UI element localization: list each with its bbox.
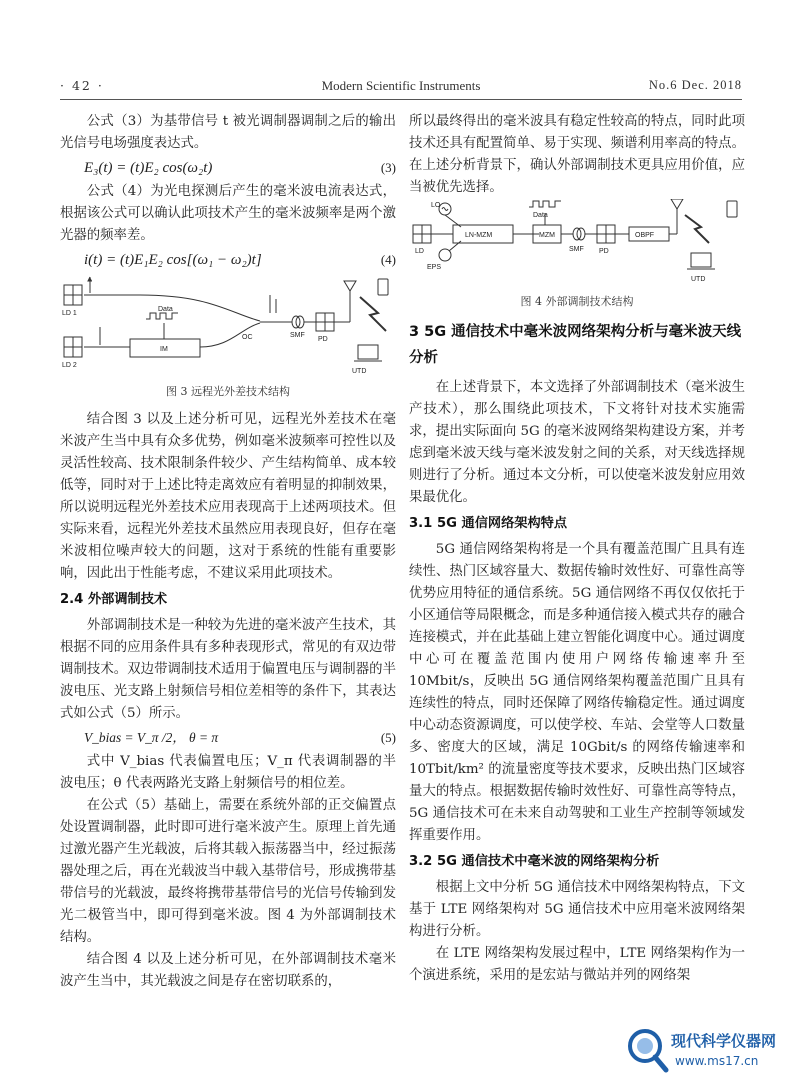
oc-label: OC xyxy=(242,334,253,341)
figure-4 xyxy=(409,199,745,309)
journal-name: Modern Scientific Instruments xyxy=(321,78,481,93)
section-heading-3: 3 5G 通信技术中毫米波网络架构分析与毫米波天线分析 xyxy=(409,324,742,366)
equation-number: (5) xyxy=(380,730,396,745)
ln-mzm-label: LN-MZM xyxy=(465,232,493,239)
ld1-label: LD 1 xyxy=(62,310,77,317)
pd-label: PD xyxy=(599,248,609,255)
equation-number: (3) xyxy=(380,160,396,175)
figure-3-caption: 图 3 远程光外差技术结构 xyxy=(166,385,290,398)
data-label: Data xyxy=(533,212,548,219)
equation-text: E₃(t) = (t)E₂ cos(ω₂t) xyxy=(84,160,213,176)
equation-5 xyxy=(60,725,396,751)
paragraph: 5G 通信网络架构将是一个具有覆盖范围广且具有连续性、热门区域容量大、数据传输时效性好、可靠性高等优势应用特征的通信系统。5G 通信网络不再仅仅依托于小区通信等局限概念，而是多种通信接入模式共存的融合连接模式，并在此基础上建立智能化调度中心。通过调度中心可在覆盖范围内使用户网络传输速率升至 10Mbit/s，反映出 5G 通信网络架构覆盖范围广且具有连续性的特点，同时还保障了网络传输稳定性。通过调度中心动态资源调度，可以使学校、车站、会堂等人口数量多、密度大的区域，满足 10Gbit/s 的网络传输速率和 10Tbit/km² 的流量密度等技术要求，反映出热门区域容量大的特点。根据数据传输时效性好、可靠性高等特点，5G 通信技术可在未来自动驾驶和工业生产控制等领域发挥重要作用。 xyxy=(409,542,745,843)
right-column xyxy=(409,111,745,987)
paragraph: 公式（4）为光电探测后产生的毫米波电流表达式，根据该公式可以确认此项技术产生的毫米波频率是两个激光器的频率差。 xyxy=(60,184,396,243)
paragraph: 在上述背景下，本文选择了外部调制技术（毫米波生产技术），那么围绕此项技术，下文将针对技术实施需求，提出实际面向 5G 的毫米波网络架构建设方案，并考虑到毫米波天线与毫米波发射之间的关系，对天线选择规则进行了分析。通过本文分析，可以使毫米波发射应用效果最优化。 xyxy=(409,380,745,505)
issue-info: No.6 Dec. 2018 xyxy=(648,78,742,92)
im-label: IM xyxy=(160,346,168,353)
paragraph: 结合图 4 以及上述分析可见，在外部调制技术毫米波产生当中，其光载波之间是存在密切联系的， xyxy=(60,952,396,989)
figure-4-caption: 图 4 外部调制技术结构 xyxy=(520,295,634,308)
equation-3 xyxy=(60,155,396,181)
paragraph: 公式（3）为基带信号 t 被光调制器调制之后的输出光信号电场强度表达式。 xyxy=(60,114,396,151)
section-heading-3-2: 3.2 5G 通信技术中毫米波的网络架构分析 xyxy=(409,854,660,869)
figure-3 xyxy=(60,273,396,399)
paragraph: 外部调制技术是一种较为先进的毫米波产生技术，其根据不同的应用条件具有多种表现形式，常见的有双边带调制技术。双边带调制技术适用于偏置电压与调制器的半波电压、光支路上射频信号相位差相等的条件下，其表达式如公式（5）所示。 xyxy=(60,618,396,721)
utd-label: UTD xyxy=(352,368,367,375)
ld2-label: LD 2 xyxy=(62,362,77,369)
page-number: · 42 · xyxy=(60,78,104,93)
mzm-label: MZM xyxy=(539,232,555,239)
equation-text: V_bias = V_π /2， θ = π xyxy=(84,730,219,745)
section-heading-2-4: 2.4 外部调制技术 xyxy=(60,592,168,607)
left-column xyxy=(60,111,396,993)
site-watermark xyxy=(625,1026,790,1078)
section-heading-3-1: 3.1 5G 通信网络架构特点 xyxy=(409,516,568,531)
utd-label: UTD xyxy=(691,276,706,283)
equation-number: (4) xyxy=(380,252,396,267)
ld-label: LD xyxy=(415,248,424,255)
header-rule xyxy=(60,99,742,100)
paragraph: 式中 V_bias 代表偏置电压；V_π 代表调制器的半波电压；θ 代表两路光支路上射频信号的相位差。 xyxy=(60,754,396,791)
smf-label: SMF xyxy=(569,246,584,253)
paragraph: 所以最终得出的毫米波具有稳定性较高的特点，同时此项技术还具有配置简单、易于实现、频谱利用率高的特点。在上述分析背景下，确认外部调制技术更具应用价值，应当被优先选择。 xyxy=(409,114,745,195)
equation-text: i(t) = (t)E₁E₂ cos[(ω₁ − ω₂)t] xyxy=(84,252,262,268)
magnifier-logo-icon xyxy=(625,1026,669,1074)
paragraph: 在 LTE 网络架构发展过程中，LTE 网络架构作为一个演进系统，采用的是宏站与微站并列的网络架 xyxy=(409,946,745,983)
equation-4 xyxy=(60,247,396,273)
paragraph: 在公式（5）基础上，需要在系统外部的正交偏置点处设置调制器，此时即可进行毫米波产生。原理上首先通过激光器产生光载波，后将其载入振荡器当中，经过振荡器处理之后，再在光载波当中载入基带信号，形成携带基带信号的光载波，最终将携带基带信号的光信号传输到发光二极管当中，即可得到毫米波。图 4 为外部调制技术结构。 xyxy=(60,798,396,945)
smf-label: SMF xyxy=(290,332,305,339)
paragraph: 结合图 3 以及上述分析可见，远程光外差技术在毫米波产生当中具有众多优势，例如毫米波频率可控性以及灵活性较高、技术限制条件较少、产生结构简单、成本较低等，同时对于上述比特走离效应有着明显的抑制效果，所以说明远程光外差技术应用表现高于上述两项技术。但实际来看，远程光外差技术虽然应用表现良好，但存在毫米波相位噪声较大的问题，这对于系统的性能有重要影响，因此出于性能考虑，不建议采用此项技术。 xyxy=(60,412,396,581)
paragraph: 根据上文中分析 5G 通信技术中网络架构特点，下文基于 LTE 网络架构对 5G 通信技术中应用毫米波网络架构进行分析。 xyxy=(409,880,745,939)
lo-label: LO xyxy=(431,202,441,209)
watermark-title: 现代科学仪器网 xyxy=(671,1032,777,1050)
figure-3-diagram xyxy=(60,273,396,381)
eps-label: EPS xyxy=(427,264,442,271)
figure-4-diagram xyxy=(409,199,745,291)
data-label: Data xyxy=(158,306,173,313)
watermark-url: www.ms17.cn xyxy=(675,1054,759,1068)
pd-label: PD xyxy=(318,336,328,343)
obpf-label: OBPF xyxy=(635,232,655,239)
running-header xyxy=(60,78,742,96)
